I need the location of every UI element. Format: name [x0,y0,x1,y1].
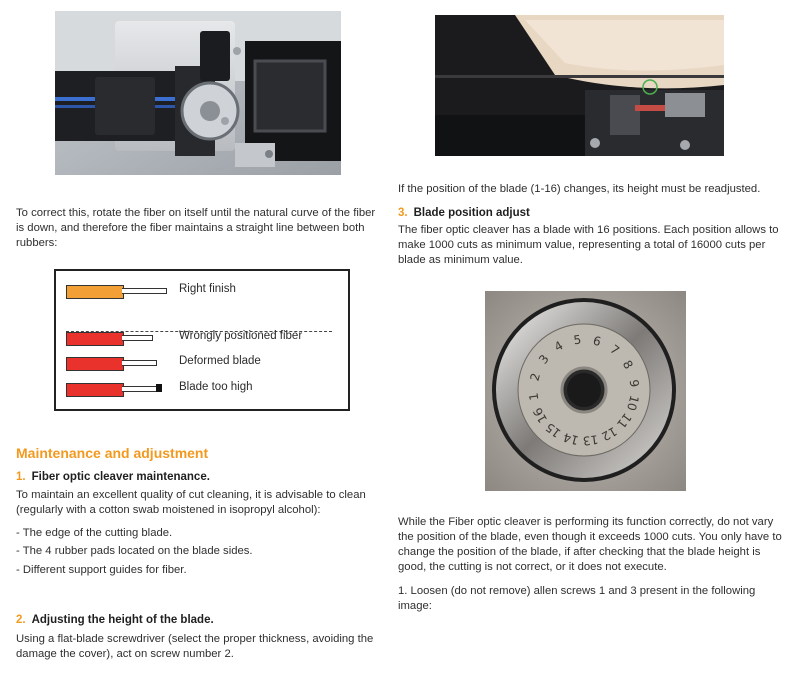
step1-instruction: 1. Loosen (do not remove) allen screws 1 and 3 present in the following image: [398,585,756,612]
blade-number: 9 [626,378,642,389]
diagram-label: Blade too high [179,381,253,393]
fiber-glass [122,335,153,341]
blade-housing-photo [435,15,724,156]
section-title-maintenance: Maintenance and adjustment [16,445,209,461]
fiber-coating-red [66,357,124,371]
blade-number: 15 [542,419,564,441]
blade-number: 6 [591,333,603,349]
item2-heading [16,614,214,626]
item2-text: Using a flat-blade screwdriver (select the proper thickness, avoiding the damage the cover), act on screw number 2. [16,633,374,660]
item1-title: Fiber optic cleaver maintenance. [31,471,210,483]
cleaver-clamp-photo [55,11,341,175]
fiber-coating-red [66,332,124,346]
item3-heading [398,207,530,219]
blade-number: 11 [613,410,635,432]
diagram-label: Right finish [179,283,236,295]
blade-number: 16 [530,405,551,426]
item3-title: Blade position adjust [413,207,530,219]
diagram-label: Wrongly positioned fiber [179,330,303,342]
blade-number: 7 [607,342,622,358]
fiber-coating-orange [66,285,124,299]
bullet-support-guides: - Different support guides for fiber. [16,564,187,576]
item2-title: Adjusting the height of the blade. [31,614,214,626]
blade-number: 12 [599,423,620,444]
blade-usage-paragraph: While the Fiber optic cleaver is performing its function correctly, do not vary the position of the blade, even though it exceeds 1000 cuts. You only have to change the position of the blade, if after checking that the blade height is good, the cutting is not correct, or it does not execute. [398,516,782,573]
blade-number: 5 [572,332,583,348]
cleave-quality-diagram [54,269,350,411]
bullet-cutting-blade: - The edge of the cutting blade. [16,527,173,539]
blade-position-note: If the position of the blade (1-16) changes, its height must be readjusted. [398,183,761,195]
blade-number: 14 [561,430,581,448]
blade-number: 1 [526,391,542,402]
item3-text: The fiber optic cleaver has a blade with 16 positions. Each position allows to make 1000 cuts as minimum value, representing a total of 16000 cuts per blade as minimum value. [398,224,779,266]
item1-number: 1. [16,471,26,483]
correction-instruction: To correct this, rotate the fiber on itself until the natural curve of the fiber is down, and therefore the fiber maintains a straight line between both rubbers: [16,207,376,249]
fiber-end-block [156,384,162,392]
item1-heading [16,471,210,483]
diagram-row-wrong-position [56,329,348,349]
fiber-glass [122,360,157,366]
diagram-row-deformed-blade [56,354,348,374]
item3-number: 3. [398,207,408,219]
blade-number: 10 [624,393,642,413]
fiber-glass-straight [122,288,167,294]
diagram-row-blade-too-high [56,380,348,400]
diagram-row-right-finish [56,282,348,302]
fiber-coating-red [66,383,124,397]
blade-number: 3 [536,352,552,367]
item2-number: 2. [16,614,26,626]
blade-number: 13 [582,432,600,449]
blade-photo [485,291,686,491]
blade-number: 4 [551,338,566,355]
diagram-label: Deformed blade [179,355,261,367]
blade-number: 2 [527,371,543,383]
item1-text: To maintain an excellent quality of cut cleaning, it is advisable to clean (regularly with a cotton swab moistened in isopropyl alcohol): [16,489,366,516]
bullet-rubber-pads: - The 4 rubber pads located on the blade sides. [16,545,253,557]
blade-number: 8 [619,357,636,372]
